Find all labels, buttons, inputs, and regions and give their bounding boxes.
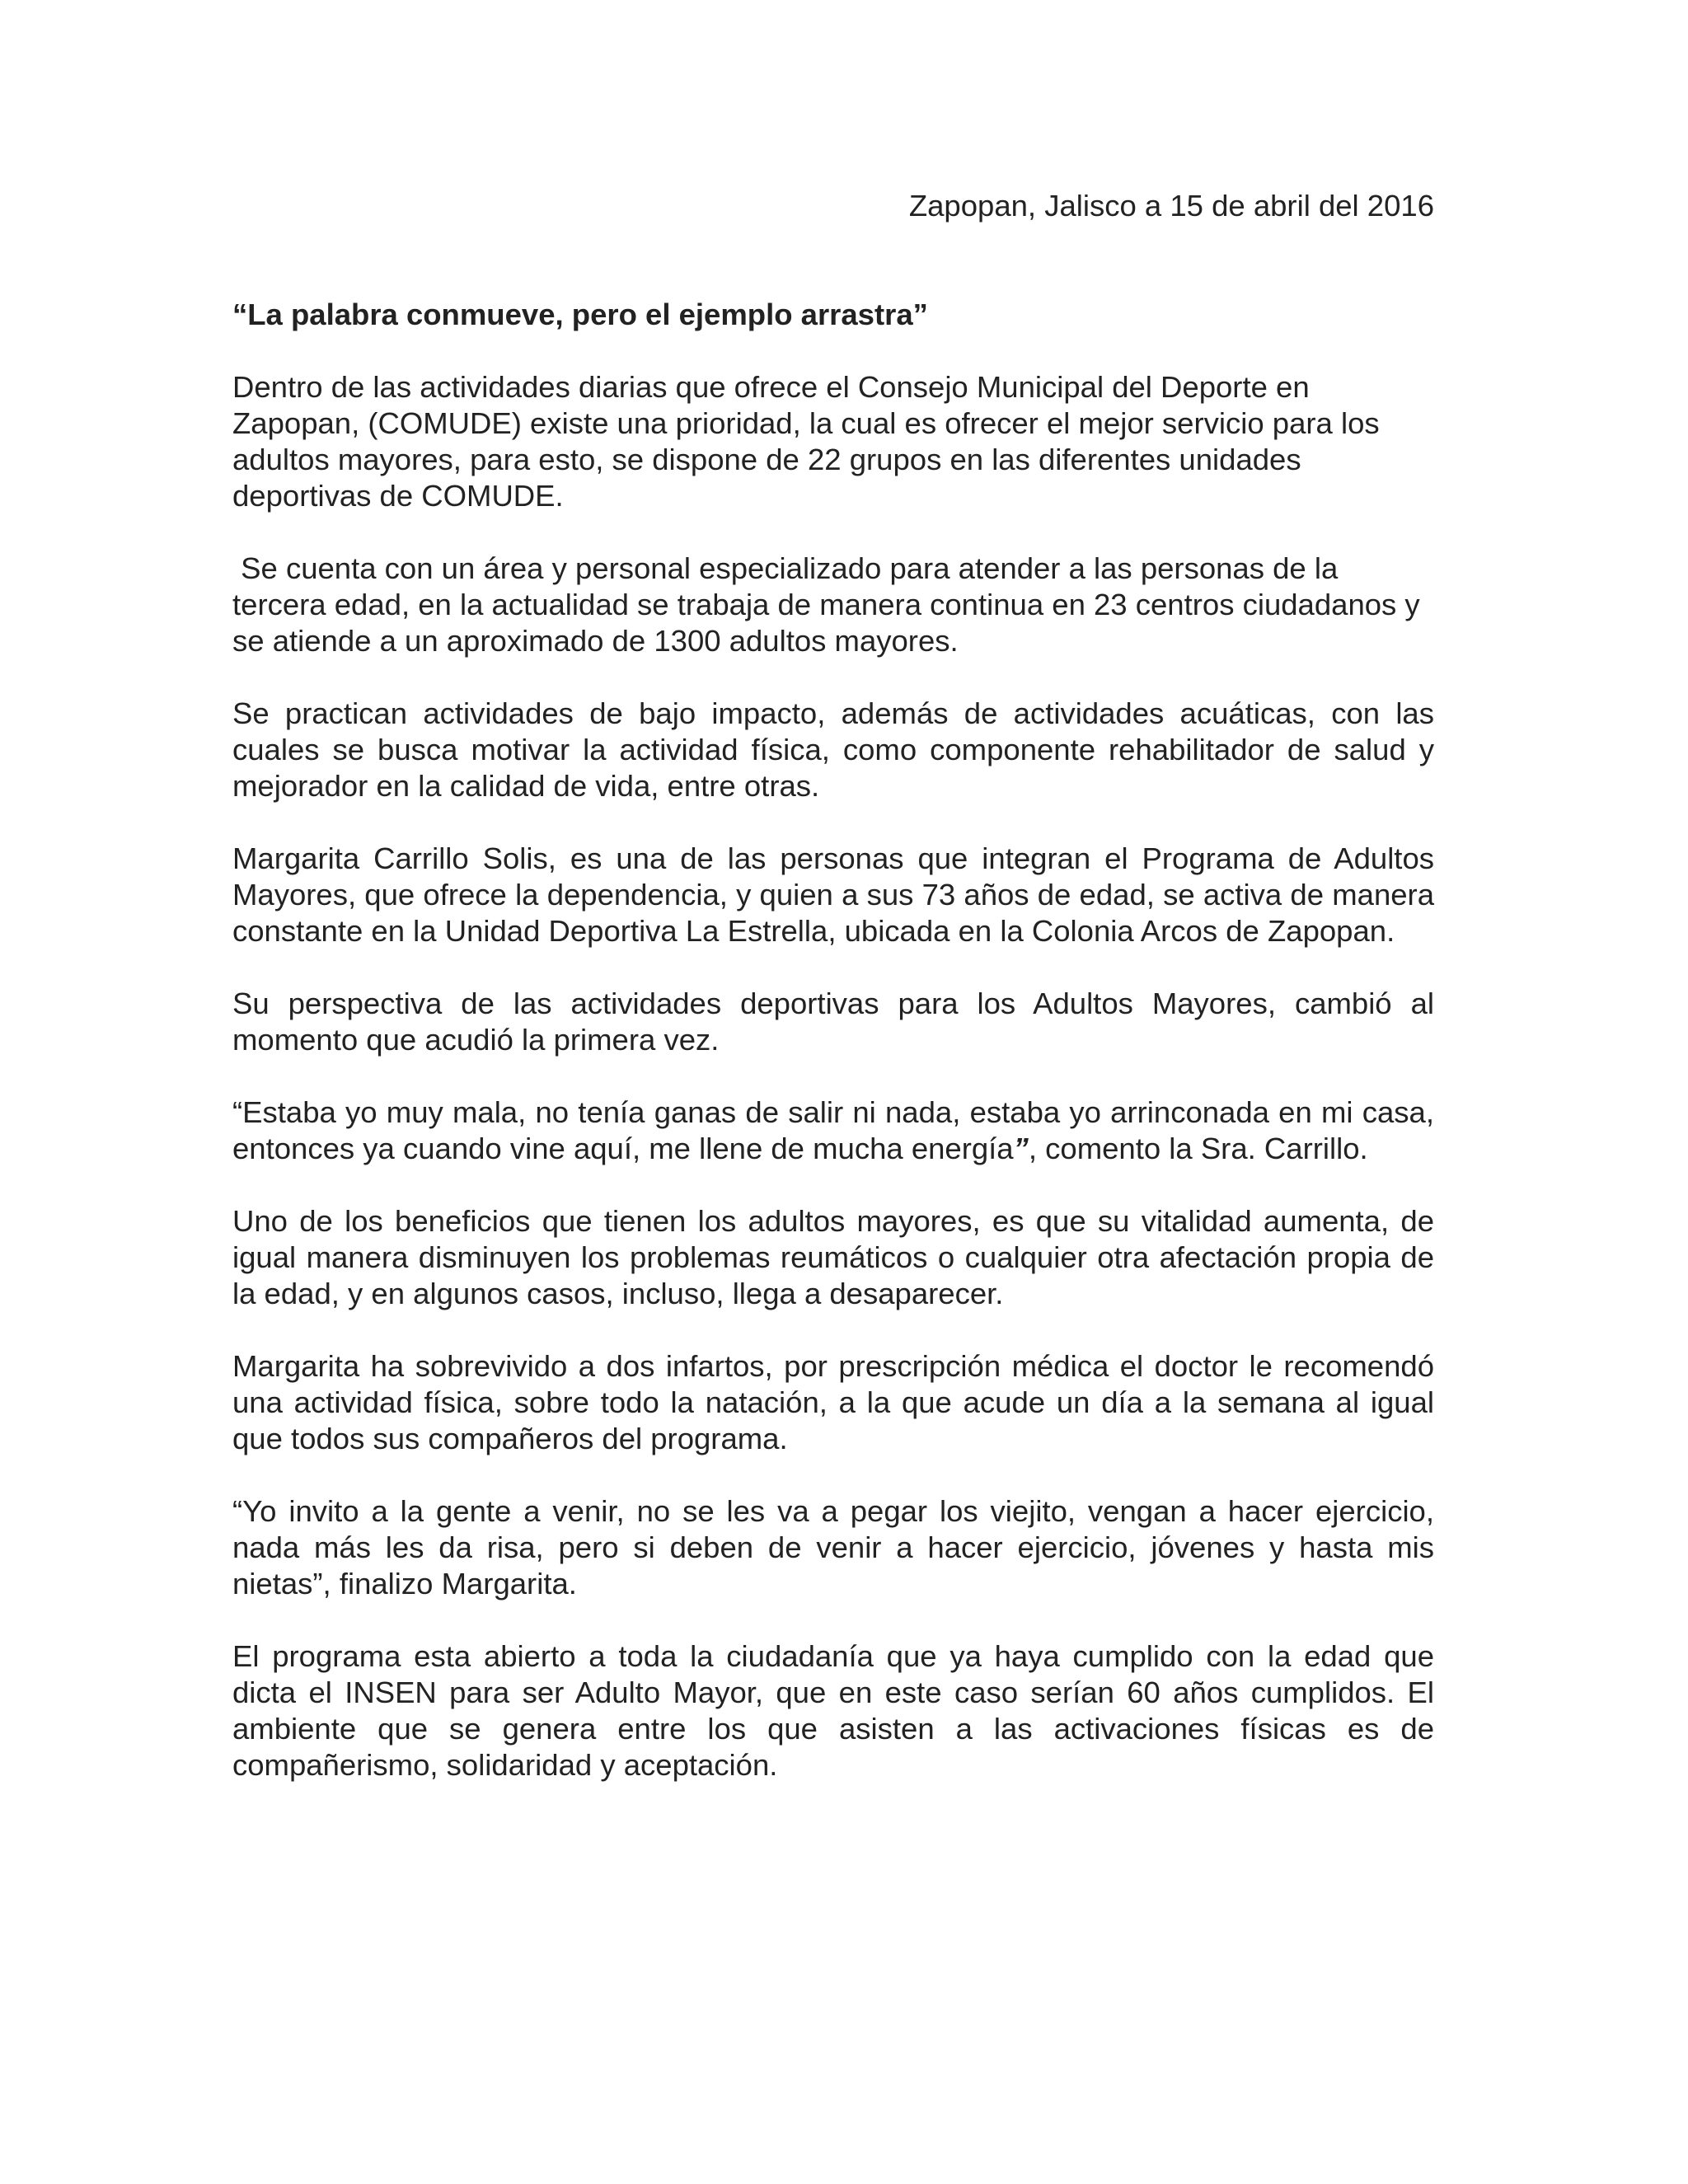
paragraph-program-open: El programa esta abierto a toda la ciudadanía que ya haya cumplido con la edad que dicta el INSEN para ser Adulto Mayor, que en este caso serían 60 años cumplidos. El ambiente que se genera entre los que asisten a las activaciones físicas es de compañerismo, solidaridad y aceptación. (232, 1639, 1434, 1782)
paragraph-perspective: Su perspectiva de las actividades deportivas para los Adultos Mayores, cambió al momento que acudió la primera vez. (232, 987, 1434, 1057)
paragraph-quote-carrillo (232, 1094, 1434, 1167)
paragraph-activities: Se practican actividades de bajo impacto, además de actividades acuáticas, con las cuales se busca motivar la actividad física, como componente rehabilitador de salud y mejorador en la calidad de vida, entre otras. (232, 696, 1434, 803)
quote-close-mark: ” (1013, 1132, 1029, 1165)
letter-body (232, 188, 1434, 1820)
paragraph-specialized-staff: Se cuenta con un área y personal especializado para atender a las personas de la tercera edad, en la actualidad se trabaja de manera continua en 23 centros ciudadanos y se atiende a un aproximado de 1300 adultos mayores. (232, 551, 1420, 658)
paragraph-invitation-quote: “Yo invito a la gente a venir, no se les va a pegar los viejito, vengan a hacer ejercicio, nada más les da risa, pero si deben de venir a hacer ejercicio, jóvenes y hasta mis nietas”, finalizo Margarita. (232, 1494, 1434, 1601)
paragraph-intro: Dentro de las actividades diarias que ofrece el Consejo Municipal del Deporte en Zapopan, (COMUDE) existe una prioridad, la cual es ofrecer el mejor servicio para los adultos mayores, para esto, se dispone de 22 grupos en las diferentes unidades deportivas de COMUDE. (232, 370, 1380, 513)
paragraph-benefits: Uno de los beneficios que tienen los adultos mayores, es que su vitalidad aumenta, de igual manera disminuyen los problemas reumáticos o cualquier otra afectación propia de la edad, y en algunos casos, incluso, llega a desaparecer. (232, 1204, 1434, 1310)
quote-carrillo-text: “Estaba yo muy mala, no tenía ganas de salir ni nada, estaba yo arrinconada en mi casa, entonces ya cuando vine aquí, me llene de mucha energía (232, 1095, 1434, 1165)
date-line: Zapopan, Jalisco a 15 de abril del 2016 (908, 189, 1434, 223)
paragraph-margarita-intro: Margarita Carrillo Solis, es una de las personas que integran el Programa de Adultos Mayores, que ofrece la dependencia, y quien a sus 73 años de edad, se activa de manera constante en la Unidad Deportiva La Estrella, ubicada en la Colonia Arcos de Zapopan. (232, 841, 1434, 948)
paragraph-infarctions: Margarita ha sobrevivido a dos infartos, por prescripción médica el doctor le recomendó una actividad física, sobre todo la natación, a la que acude un día a la semana al igual que todos sus compañeros del programa. (232, 1349, 1434, 1455)
quote-carrillo-attribution: , comento la Sra. Carrillo. (1028, 1132, 1368, 1165)
headline: “La palabra conmueve, pero el ejemplo arrastra” (232, 298, 928, 331)
